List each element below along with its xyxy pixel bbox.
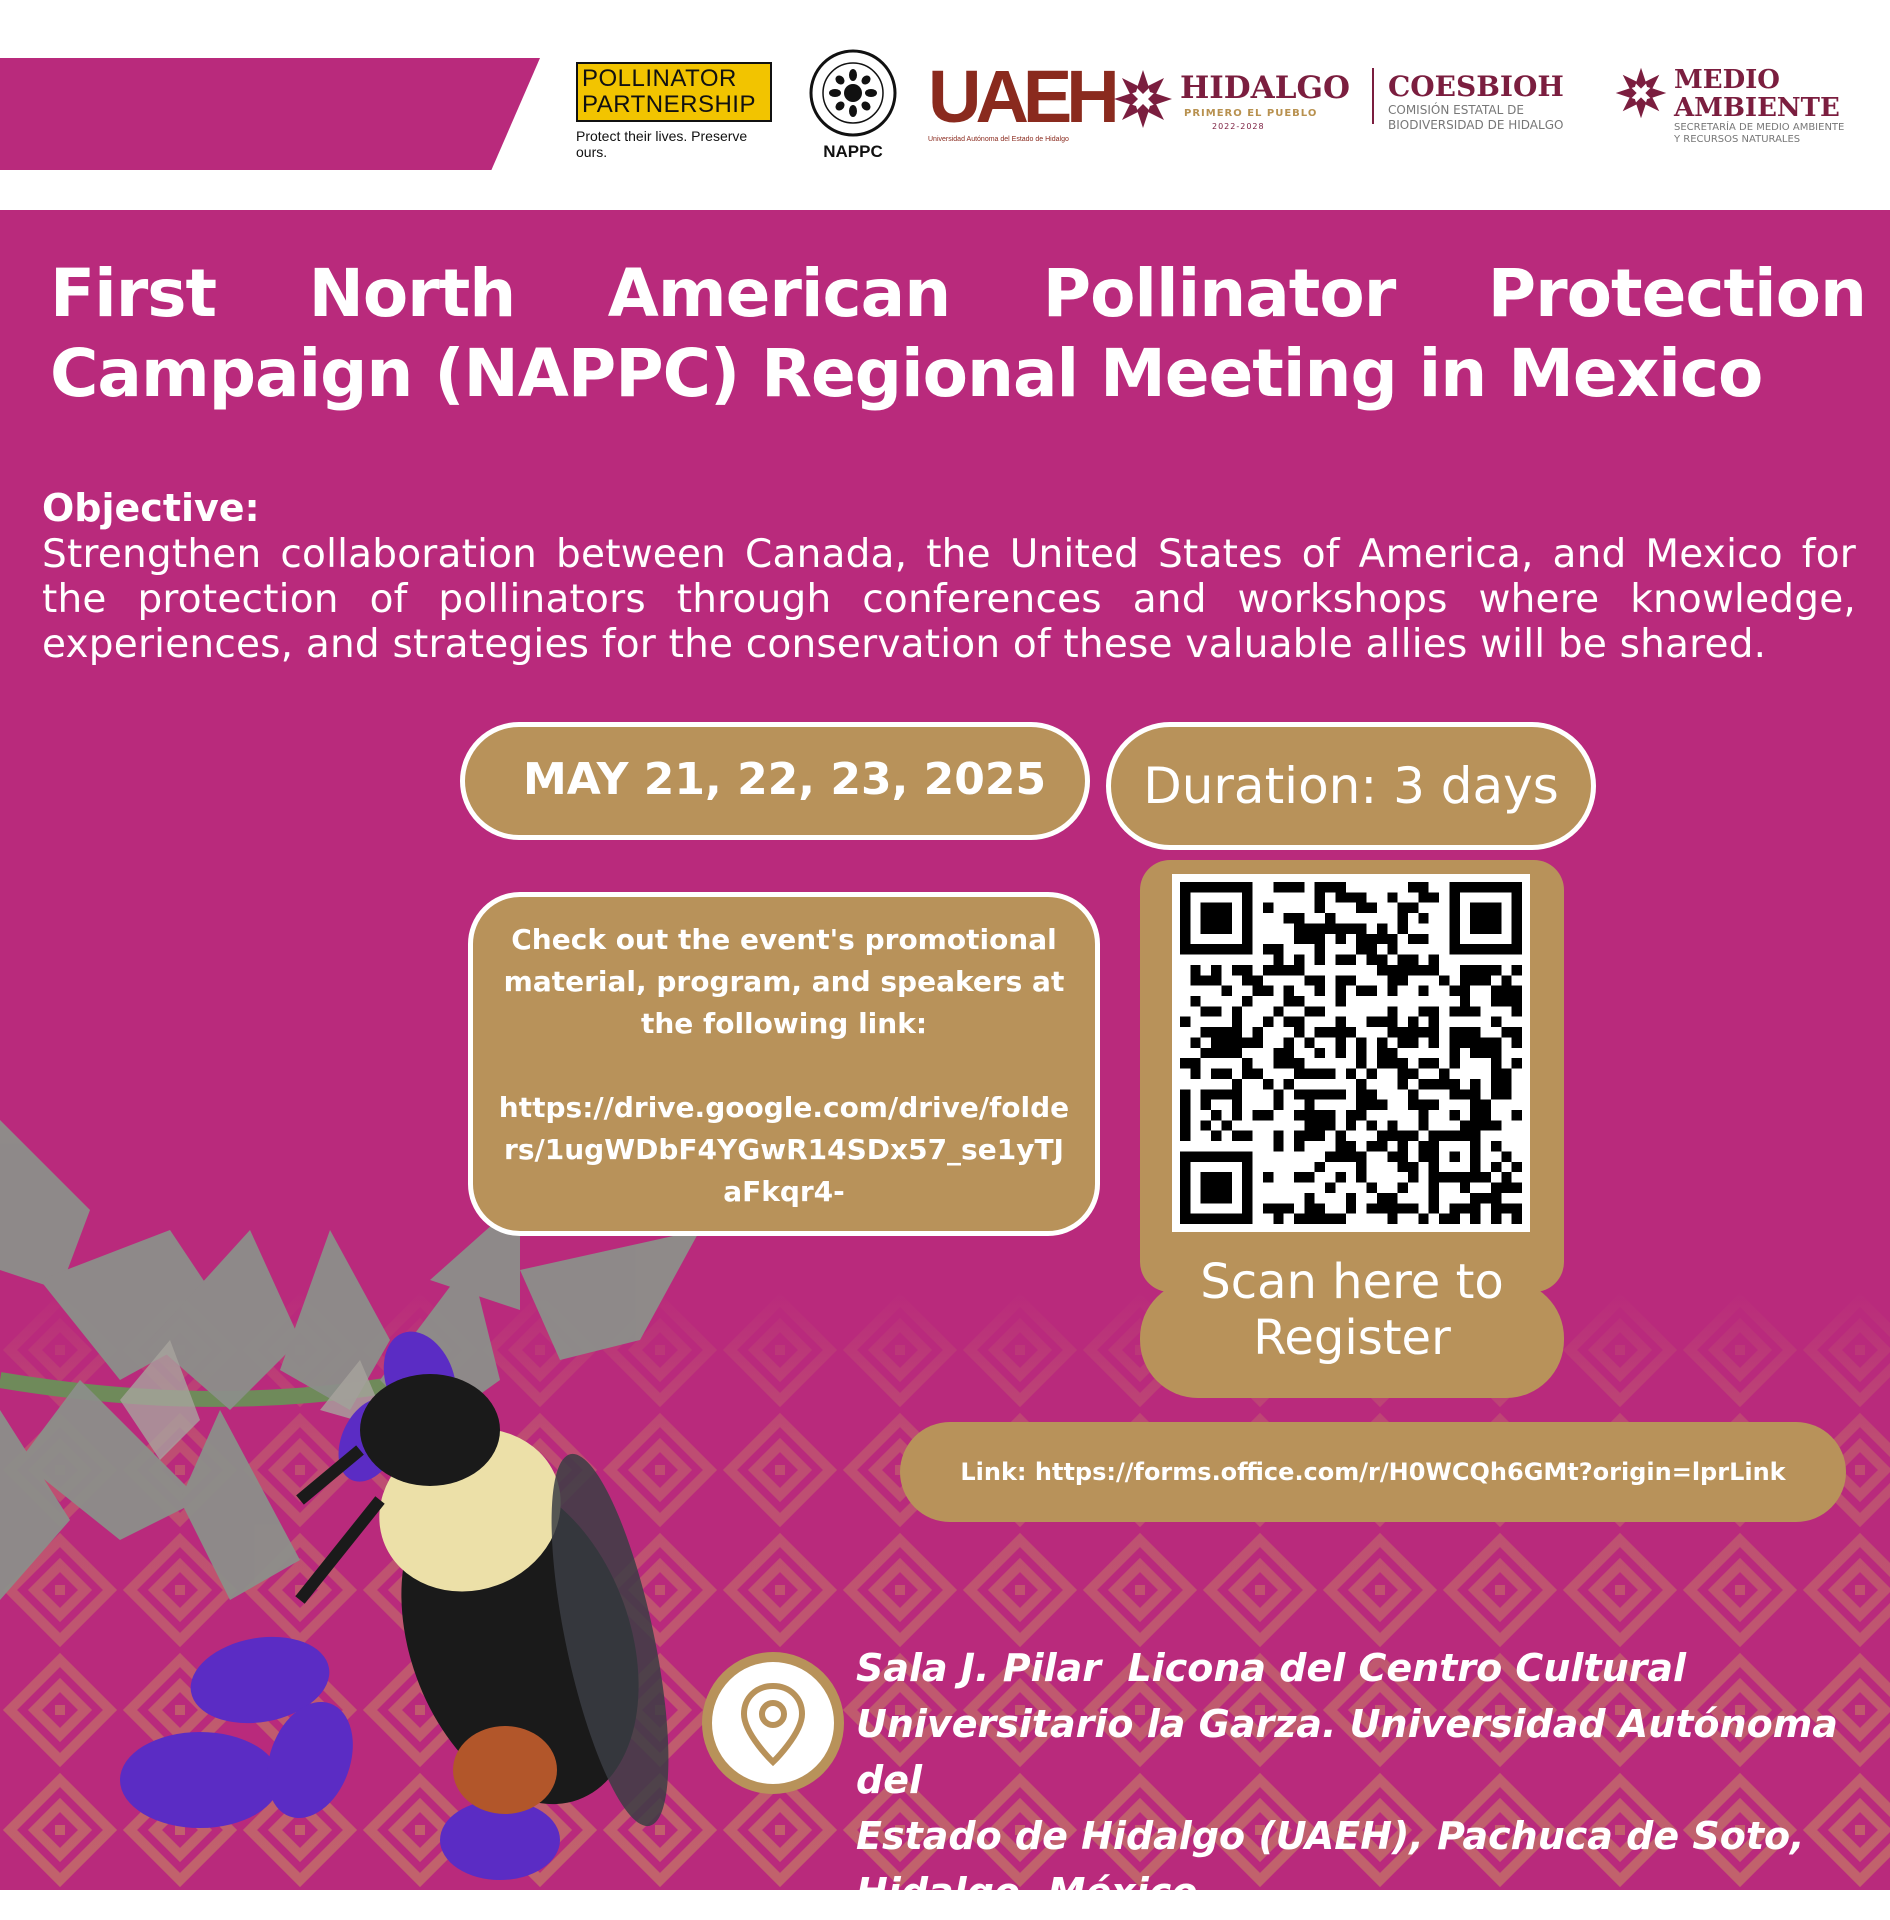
register-line1: Scan here to: [1200, 1254, 1504, 1310]
pin-icon: [738, 1682, 808, 1768]
coesbioh-wordmark: COESBIOH: [1388, 70, 1564, 103]
venue-line: Estado de Hidalgo (UAEH), Pachuca de Soto,: [856, 1814, 1805, 1858]
title-word: North: [308, 255, 516, 332]
coesbioh-logo: [1388, 70, 1598, 133]
qr-card: [1140, 860, 1564, 1292]
title-word: Pollinator: [1042, 255, 1396, 332]
star-emblem-icon: [1614, 66, 1668, 120]
venue-line: Hidalgo, México.: [856, 1870, 1212, 1914]
venue-address: [856, 1640, 1866, 1920]
title-word: Protection: [1487, 255, 1866, 332]
title-line-2: Campaign (NAPPC) Regional Meeting in Mexico: [50, 335, 1763, 412]
event-title: [50, 254, 1866, 414]
location-badge: [702, 1652, 844, 1794]
objective-text: Strengthen collaboration between Canada, the United States of America, and Mexico for the protection of pollinators through conferences and workshops where knowledge, experiences, and strategies for the conservation of these valuable allies will be shared.: [42, 532, 1856, 667]
uaeh-logo: [928, 55, 1114, 143]
logo-divider: [1372, 68, 1374, 124]
hidalgo-subtitle: PRIMERO EL PUEBLO: [1184, 108, 1318, 119]
medio-ambiente-logo: [1614, 64, 1884, 154]
medio-ambiente-subtitle: [1674, 122, 1884, 146]
medio-sub2: Y RECURSOS NATURALES: [1674, 134, 1801, 145]
header-band: [0, 0, 1890, 210]
nappc-label: NAPPC: [823, 142, 883, 161]
qr-frame: [1172, 874, 1530, 1232]
promo-drive-link[interactable]: https://drive.google.com/drive/folders/1ugWDbF4YGwR14SDx57_se1yTJaFkqr4-: [498, 1091, 1070, 1208]
coesbioh-subtitle-1: COMISIÓN ESTATAL DE: [1388, 103, 1524, 117]
hidalgo-years: 2022-2028: [1212, 122, 1265, 131]
title-word: American: [607, 255, 951, 332]
registration-link[interactable]: Link: https://forms.office.com/r/H0WCQh6GMt?origin=lprLink: [900, 1422, 1846, 1522]
uaeh-subtitle: Universidad Autónoma del Estado de Hidalgo: [928, 136, 1069, 143]
scan-to-register-label: [1140, 1254, 1564, 1366]
venue-line: Sala J. Pilar Licona del Centro Cultural: [856, 1646, 1687, 1690]
medio-ambiente-wordmark: [1674, 66, 1840, 122]
header-accent-stripe: [0, 58, 540, 170]
event-dates-badge: MAY 21, 22, 23, 2025: [460, 722, 1090, 840]
qr-code[interactable]: [1180, 882, 1522, 1224]
uaeh-wordmark: UAEH: [928, 55, 1114, 138]
nappc-seal-icon: [808, 48, 898, 138]
hidalgo-logo: [1112, 66, 1360, 136]
coesbioh-subtitle-2: BIODIVERSIDAD DE HIDALGO: [1388, 118, 1564, 132]
pollinator-partnership-badge: [576, 62, 772, 122]
pollinator-partnership-logo: [576, 62, 774, 160]
medio-line2: AMBIENTE: [1674, 93, 1840, 123]
nappc-logo: [808, 48, 898, 162]
medio-line1: MEDIO: [1674, 65, 1780, 95]
medio-sub1: SECRETARÍA DE MEDIO AMBIENTE: [1674, 122, 1845, 133]
pp-line2: PARTNERSHIP: [582, 91, 756, 118]
pp-line1: POLLINATOR: [582, 65, 737, 92]
pp-tagline: Protect their lives. Preserve ours.: [576, 128, 748, 160]
venue-line: Universitario la Garza. Universidad Autónoma del: [856, 1702, 1838, 1802]
title-word: First: [50, 255, 217, 332]
promo-text: Check out the event's promotional material, program, and speakers at the following link:: [503, 923, 1065, 1040]
objective-label: Objective:: [42, 486, 260, 530]
hidalgo-wordmark: HIDALGO: [1180, 70, 1351, 106]
register-line2: Register: [1253, 1310, 1451, 1366]
main-panel: [0, 210, 1890, 1914]
duration-badge: Duration: 3 days: [1106, 722, 1596, 850]
star-emblem-icon: [1112, 68, 1174, 130]
title-line-1: [50, 254, 1866, 334]
promo-info-box: [468, 892, 1100, 1236]
